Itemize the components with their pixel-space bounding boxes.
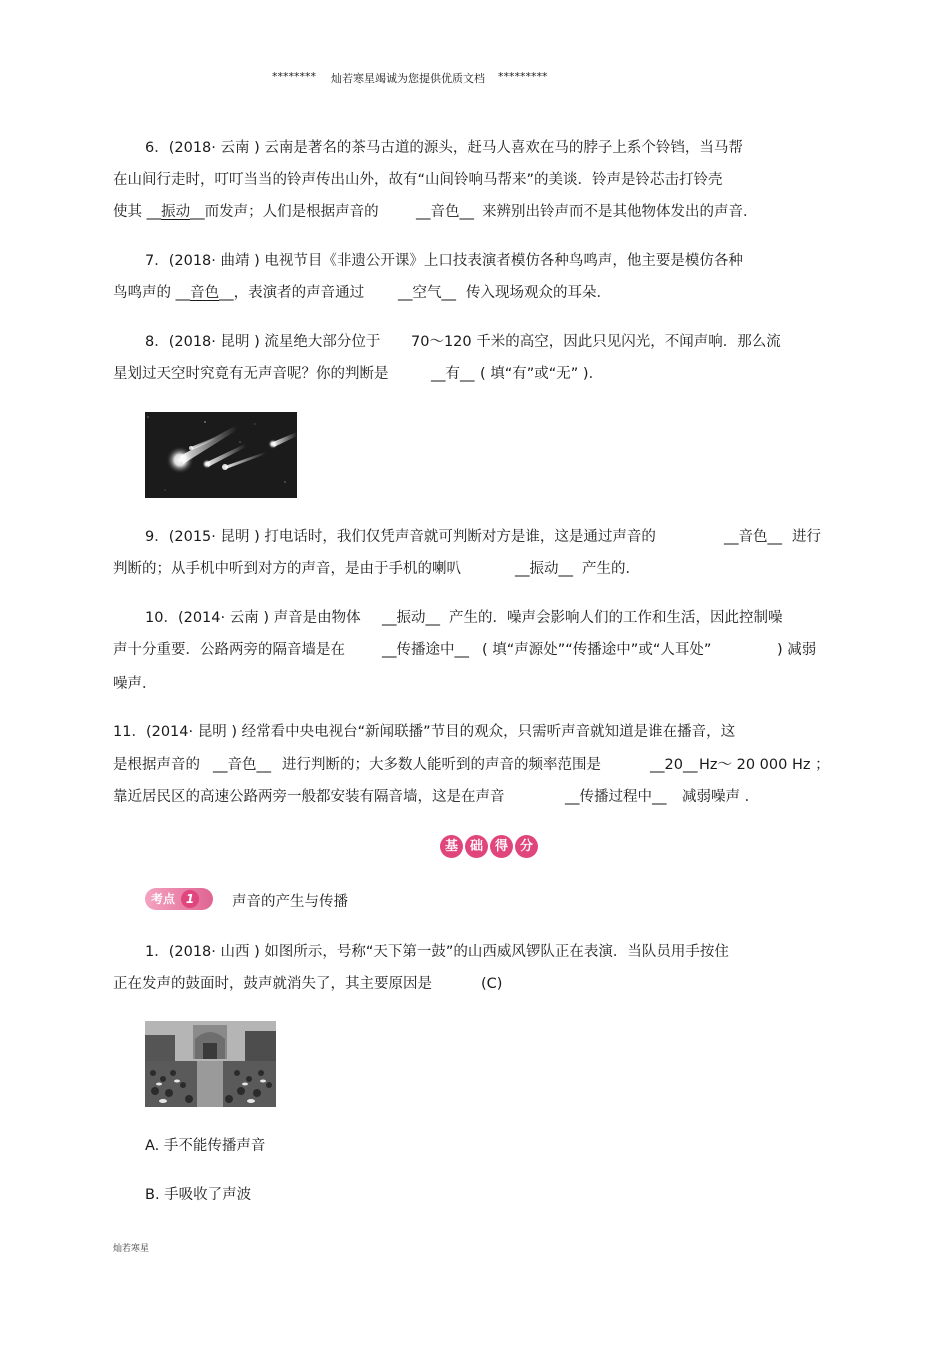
q1-option-b: B. 手吸收了声波: [145, 1187, 252, 1203]
q7-line-1: 7．(2018· 曲靖 ) 电视节目《非遗公开课》上口技表演者模仿各种鸟鸣声，他主要是模仿各种: [145, 253, 743, 269]
section-title-basic-score: [440, 835, 538, 859]
q10-line-3: 噪声．: [113, 676, 157, 692]
q9-line-1a: 9．(2015· 昆明 ) 打电话时，我们仅凭声音就可判断对方是谁，这是通过声音的: [145, 529, 656, 545]
q9-answer-2: __振动__: [515, 561, 573, 577]
q6-line-2: 在山间行走时，叮叮当当的铃声传出山外，故有“山间铃响马帮来”的美谈．铃声是铃芯击打铃壳: [113, 172, 723, 188]
section-char-4: 分: [515, 835, 538, 858]
kaodian-label: 考点: [151, 892, 176, 906]
q11-line-2c: Hz～ 20 000 Hz ；: [699, 757, 830, 773]
q10-answer-1: __振动__: [382, 610, 440, 626]
q10-line-2b: ( 填“声源处”“传播途中”或“人耳处”: [482, 642, 712, 658]
kaodian-number: 1: [181, 890, 199, 908]
q1-line-1: 1．(2018· 山西 ) 如图所示，号称“天下第一鼓”的山西威风锣队正在表演．当队员用手按住: [145, 944, 729, 960]
header-text: 灿若寒星竭诚为您提供优质文档: [331, 72, 485, 85]
q6-text-3b: __而发声；人们是根据声音的: [190, 204, 379, 220]
kaodian-title: 声音的产生与传播: [232, 894, 348, 910]
q8-line-2a: 星划过天空时究竟有无声音呢？你的判断是: [113, 366, 389, 382]
drum-performance-image: [145, 1021, 276, 1107]
kaodian-badge: [145, 888, 213, 910]
q7-answer-2: __空气__: [398, 285, 456, 301]
q9-line-2b: 产生的．: [582, 561, 640, 577]
q11-answer-1: __音色__: [213, 757, 271, 773]
q8-line-1a: 8．(2018· 昆明 ) 流星绝大部分位于: [145, 334, 381, 350]
section-char-3: 得: [490, 835, 513, 858]
q10-answer-2: __传播途中__: [382, 642, 469, 658]
q1-answer: (C): [481, 976, 503, 992]
section-char-1: 基: [440, 835, 463, 858]
q8-line-2b: ( 填“有”或“无” )．: [480, 366, 604, 382]
q6-text-3a: 使其 __: [113, 204, 162, 220]
q6-text-3c: 来辨别出铃声而不是其他物体发出的声音．: [482, 204, 758, 220]
drum-drawing: [145, 1021, 276, 1107]
q10-line-2a: 声十分重要．公路两旁的隔音墙是在: [113, 642, 345, 658]
q9-line-1b: 进行: [792, 529, 821, 545]
q6-line-1: 6．(2018· 云南 ) 云南是著名的茶马古道的源头，赶马人喜欢在马的脖子上系个铃铛，当马帮: [145, 140, 743, 156]
q11-answer-2: __20__: [650, 757, 698, 773]
meteor-image: [145, 412, 297, 498]
q7-line-2: [113, 284, 364, 302]
section-char-2: 础: [465, 835, 488, 858]
q11-line-3b: 减弱噪声 ．: [682, 789, 760, 805]
q6-answer-1: 振动: [161, 204, 191, 220]
header-stars-left: ********: [272, 70, 316, 83]
q7-text-2c: 传入现场观众的耳朵．: [466, 285, 611, 301]
q6-line-3: [113, 203, 379, 221]
q9-answer-1: __音色__: [724, 529, 782, 545]
footer-text: 灿若寒星: [113, 1244, 150, 1254]
q11-line-2b: 进行判断的；大多数人能听到的声音的频率范围是: [282, 757, 601, 773]
q9-line-2a: 判断的；从手机中听到对方的声音，是由于手机的喇叭: [113, 561, 461, 577]
q11-line-2a: 是根据声音的: [113, 757, 200, 773]
q1-line-2a: 正在发声的鼓面时，鼓声就消失了，其主要原因是: [113, 976, 432, 992]
q7-answer-1: 音色: [190, 285, 220, 301]
header-stars-right: *********: [498, 70, 548, 83]
q11-answer-3: __传播过程中__: [565, 789, 667, 805]
q6-answer-2: __音色__: [416, 204, 474, 220]
q10-line-1a: 10．(2014· 云南 ) 声音是由物体: [145, 610, 361, 626]
q11-line-3a: 靠近居民区的高速公路两旁一般都安装有隔音墙，这是在声音: [113, 789, 505, 805]
q7-text-2a: 鸟鸣声的 __: [113, 285, 191, 301]
q7-text-2b: __，表演者的声音通过: [219, 285, 365, 301]
q8-line-1b: 70～120 千米的高空，因此只见闪光，不闻声响．那么流: [411, 334, 781, 350]
q11-line-1: 11．(2014· 昆明 ) 经常看中央电视台“新闻联播”节目的观众，只需听声音就知道是谁在播音，这: [113, 724, 736, 740]
q1-option-a: A. 手不能传播声音: [145, 1138, 266, 1154]
q8-answer-1: __有__: [431, 366, 475, 382]
q10-line-2c: ) 减弱: [777, 642, 817, 658]
q10-line-1b: 产生的．噪声会影响人们的工作和生活，因此控制噪: [449, 610, 783, 626]
meteor-drawing: [145, 412, 297, 498]
